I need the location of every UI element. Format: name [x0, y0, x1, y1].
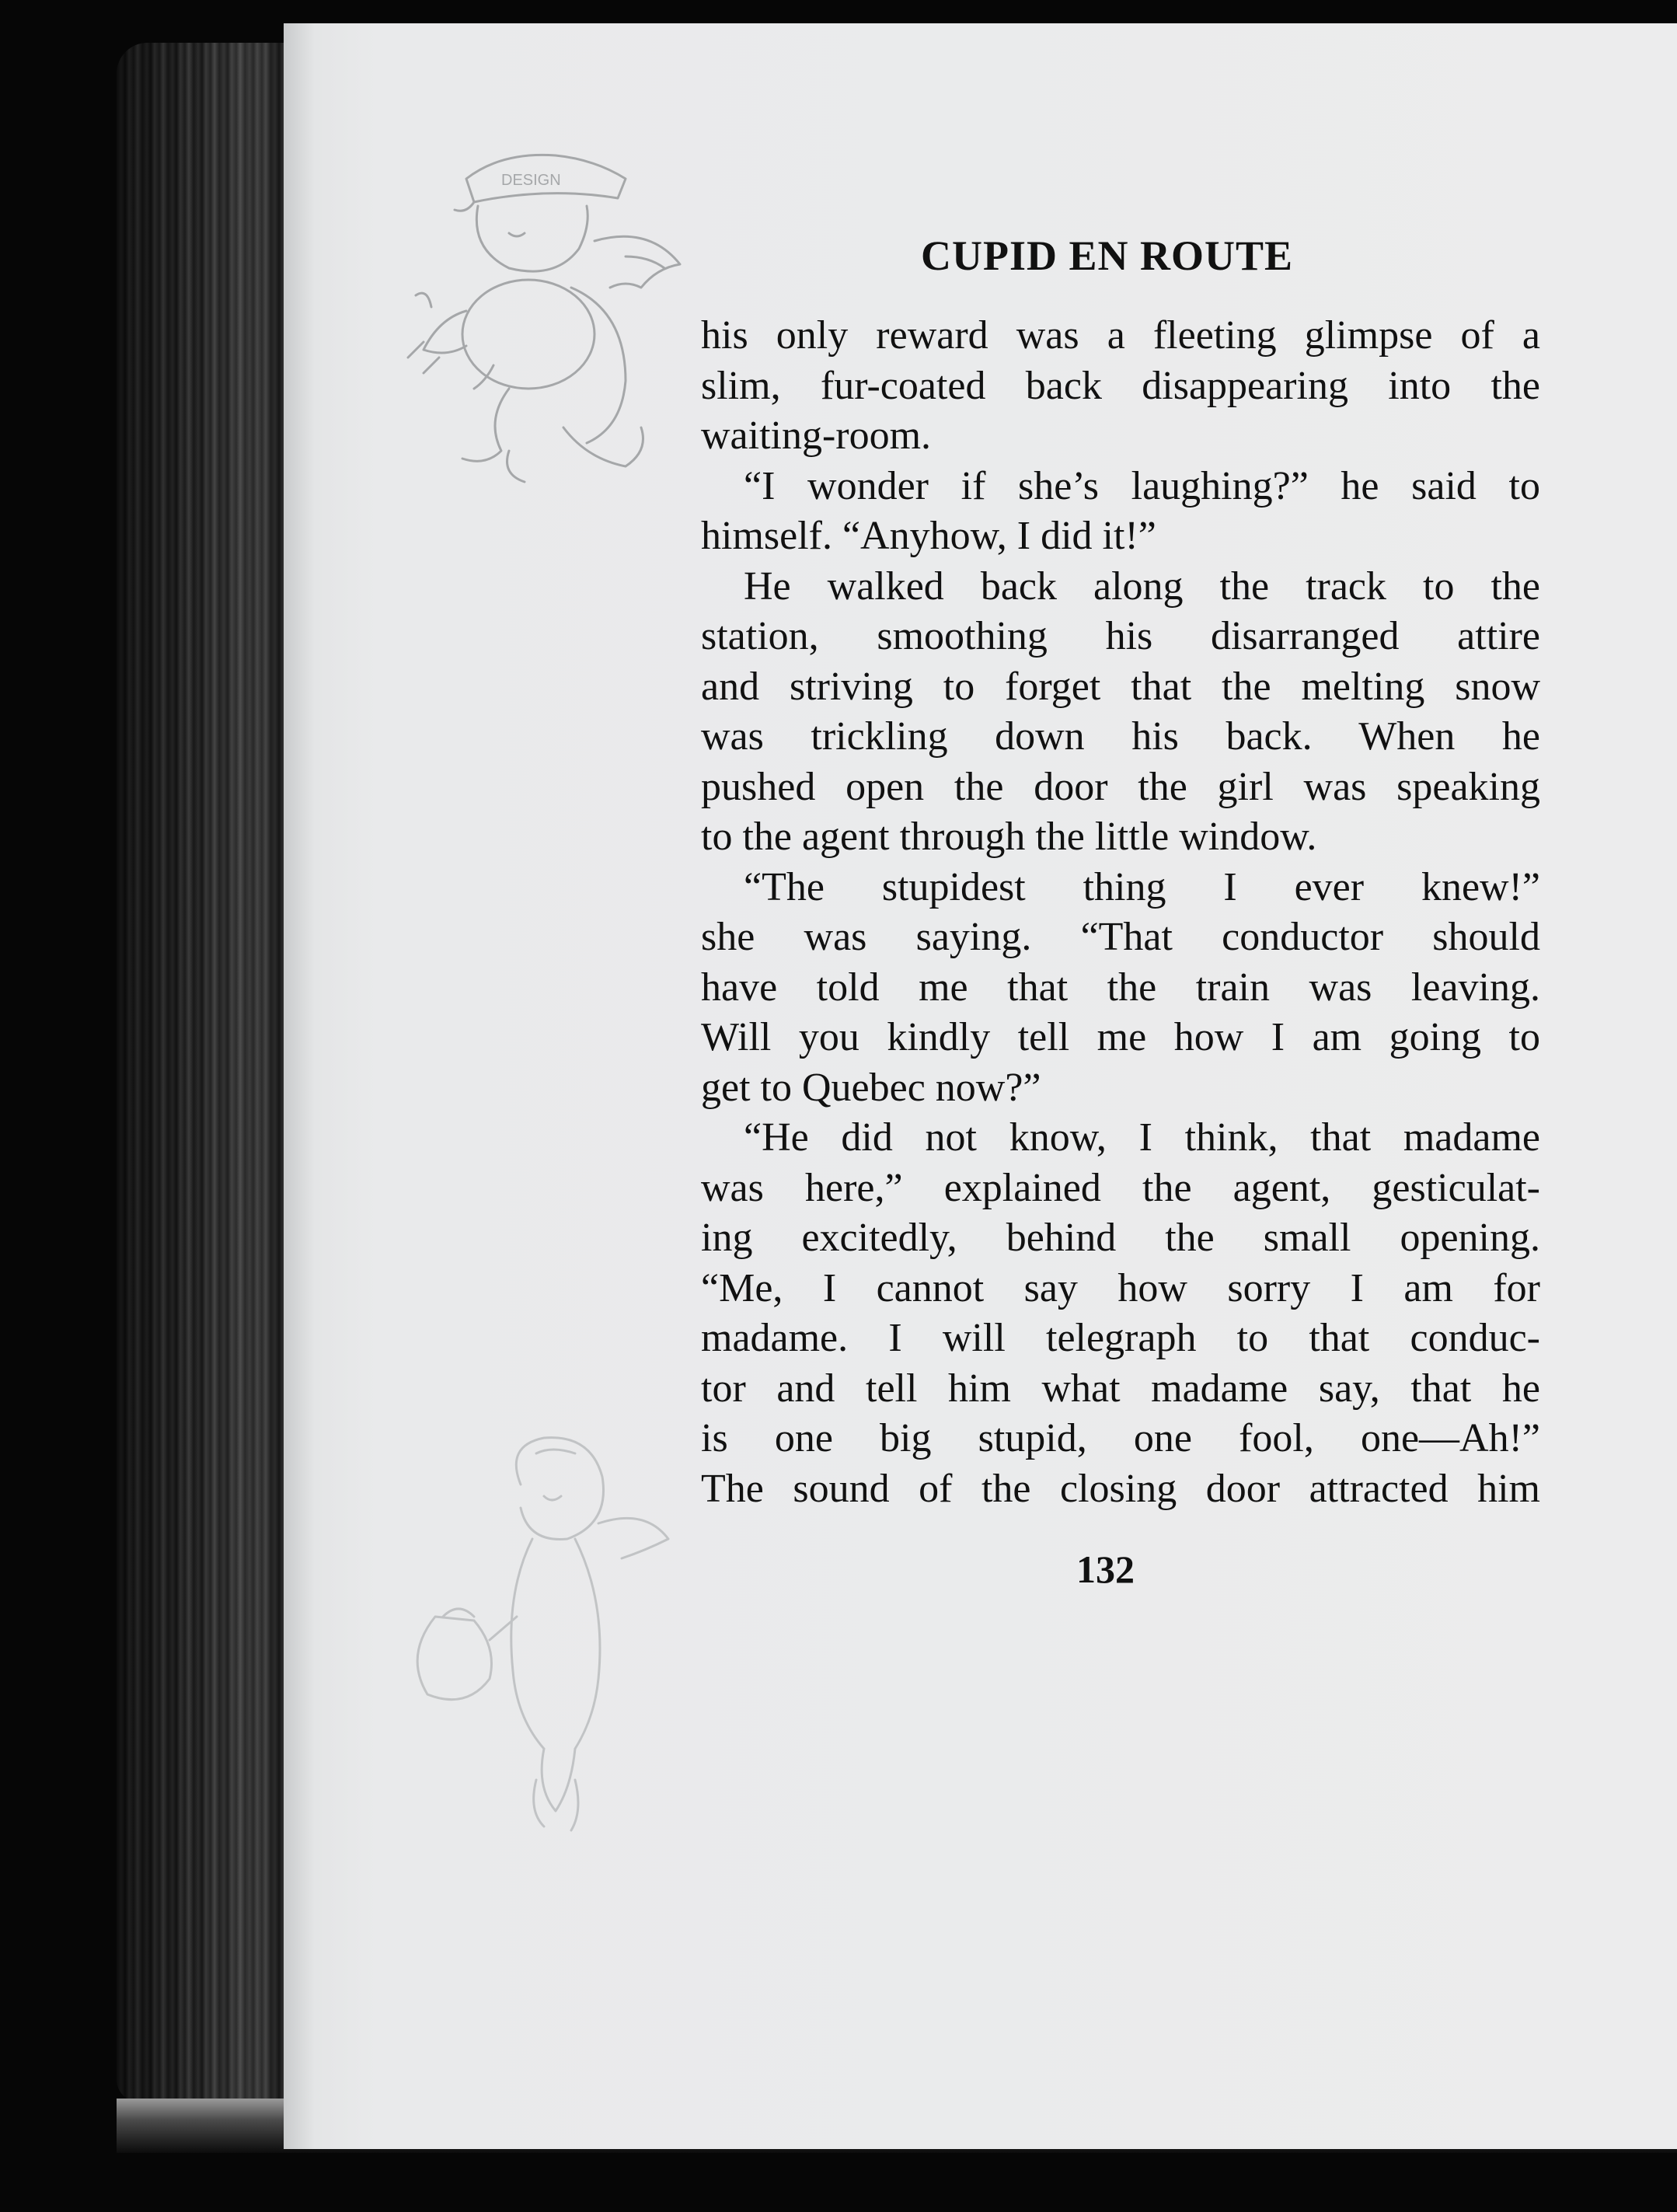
text-line: Will you kindly tell me how I am going to	[701, 1015, 1540, 1059]
text-line: and striving to forget that the melting snow	[701, 664, 1540, 709]
svg-text:DESIGN: DESIGN	[501, 172, 561, 189]
text-line: was here,” explained the agent, gesticulat-	[701, 1165, 1540, 1210]
text-line: tor and tell him what madame say, that he	[701, 1366, 1540, 1411]
text-line: was trickling down his back. When he	[701, 714, 1540, 759]
text-line: “I wonder if she’s laughing?” he said to	[744, 463, 1540, 508]
text-line: is one big stupid, one fool, one—Ah!”	[701, 1416, 1540, 1460]
text-line: He walked back along the track to the	[744, 563, 1540, 609]
text-line: pushed open the door the girl was speaking	[701, 764, 1540, 809]
text-line: have told me that the train was leaving.	[701, 965, 1540, 1010]
text-line: waiting-room.	[701, 413, 932, 458]
cupid-conductor-sketch-icon	[392, 132, 703, 536]
page-number: 132	[1076, 1547, 1135, 1591]
text-line: “He did not know, I think, that madame	[744, 1115, 1540, 1160]
cupid-bag-sketch-icon	[389, 1422, 715, 1858]
text-line: “Me, I cannot say how sorry I am for	[701, 1265, 1540, 1310]
text-line: slim, fur-coated back disappearing into the	[701, 363, 1540, 408]
text-line: his only reward was a fleeting glimpse of a	[701, 313, 1540, 358]
running-head: CUPID EN ROUTE	[921, 232, 1294, 279]
text-line: station, smoothing his disarranged attire	[701, 614, 1540, 658]
body-text	[701, 311, 1540, 1514]
text-line: The sound of the closing door attracted him	[701, 1466, 1540, 1511]
text-line: “The stupidest thing I ever knew!”	[744, 864, 1540, 909]
book-spine-shadow	[117, 43, 288, 2102]
text-line: himself. “Anyhow, I did it!”	[701, 514, 1156, 558]
text-line: she was saying. “That conductor should	[701, 915, 1540, 959]
text-line: to the agent through the little window.	[701, 815, 1317, 859]
text-line: get to Quebec now?”	[701, 1065, 1041, 1110]
text-line: madame. I will telegraph to that conduc-	[701, 1316, 1540, 1360]
text-line: ing excitedly, behind the small opening.	[701, 1216, 1540, 1260]
